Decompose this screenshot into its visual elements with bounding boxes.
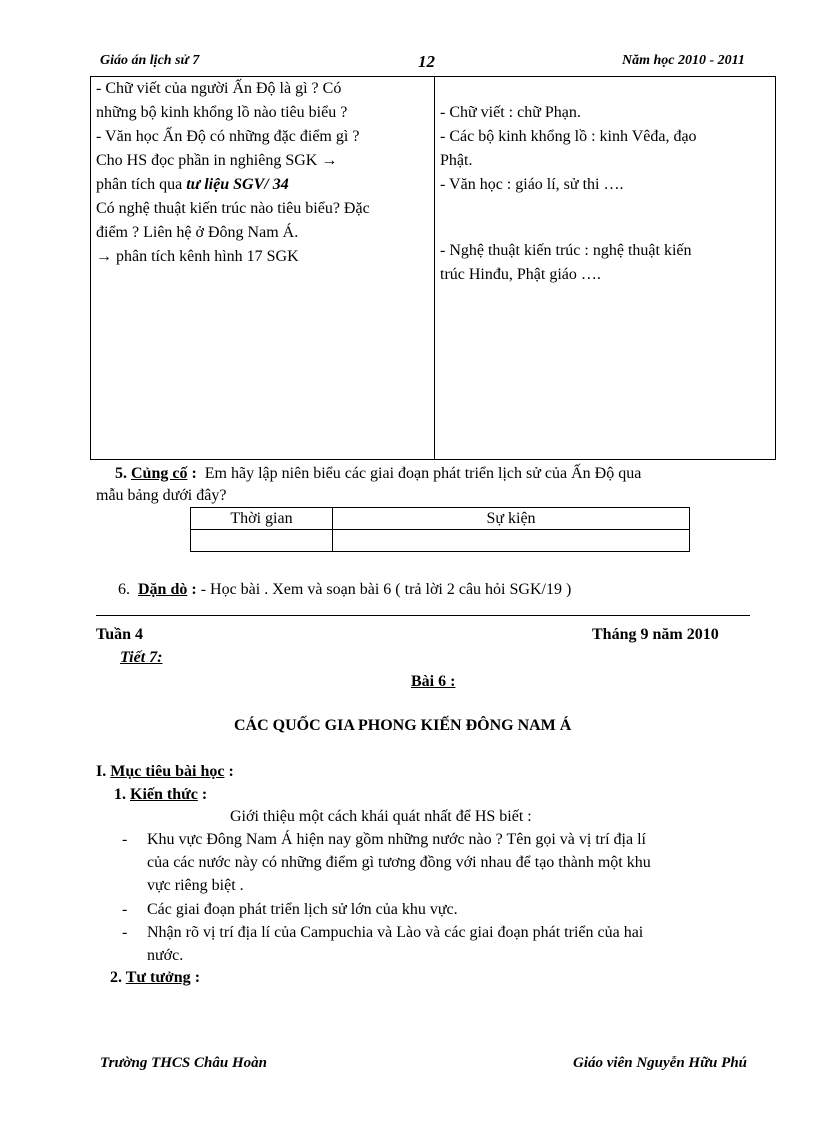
col-event-header: Sự kiện <box>333 508 690 530</box>
right-line-6: trúc Hinđu, Phật giáo …. <box>440 266 601 283</box>
left-line-5-text: phân tích qua <box>96 176 183 193</box>
right-line-3: Phật. <box>440 152 473 169</box>
section5-title: Củng cố <box>131 465 188 482</box>
empty-cell <box>191 530 333 552</box>
bullet-1-line-3: vực riêng biệt . <box>147 877 244 894</box>
objectives-heading <box>96 760 234 784</box>
empty-cell <box>333 530 690 552</box>
table-row <box>191 508 690 530</box>
section6-text: - Học bài . Xem và soạn bài 6 ( trả lời 2 câu hỏi SGK/19 ) <box>200 581 572 598</box>
right-line-5: - Nghệ thuật kiến trúc : nghệ thuật kiến <box>440 242 692 259</box>
bullet-1-line-1: Khu vực Đông Nam Á hiện nay gồm những nước nào ? Tên gọi và vị trí địa lí <box>147 831 646 848</box>
footer-right: Giáo viên Nguyễn Hữu Phú <box>573 1055 748 1071</box>
thought-prefix: 2. <box>110 969 122 986</box>
knowledge-prefix: 1. <box>114 786 126 803</box>
col-time-header: Thời gian <box>191 508 333 530</box>
left-line-8: → phân tích kênh hình 17 SGK <box>96 248 299 265</box>
bullet-dash: - <box>122 924 128 941</box>
right-line-4: - Văn học : giáo lí, sử thi …. <box>440 176 624 193</box>
left-line-3: - Văn học Ấn Độ có những đặc điểm gì ? <box>96 128 360 145</box>
right-line-2: - Các bộ kinh khổng lồ : kinh Vêđa, đạo <box>440 128 697 145</box>
section6-line <box>118 578 571 602</box>
thought-colon: : <box>194 969 201 986</box>
objectives-colon: : <box>228 763 234 780</box>
thought-title: Tư tưởng <box>125 969 191 986</box>
section6-title: Dặn dò <box>138 581 188 598</box>
lesson-table <box>90 76 776 460</box>
objectives-prefix: I. <box>96 763 107 780</box>
left-line-6: Có nghệ thuật kiến trúc nào tiêu biểu? Đặc <box>96 200 370 217</box>
left-emphasis: tư liệu SGV/ 34 <box>186 176 289 193</box>
footer-left: Trường THCS Châu Hoàn <box>100 1055 267 1071</box>
section5-text-1: Em hãy lập niên biểu các giai đoạn phát triển lịch sử của Ấn Độ qua <box>204 465 642 482</box>
thought-heading <box>110 966 200 990</box>
table-row <box>191 530 690 552</box>
section5-number: 5. <box>115 465 127 482</box>
objectives-heading-text: Mục tiêu bài học <box>110 763 225 780</box>
lesson-title: CÁC QUỐC GIA PHONG KIẾN ĐÔNG NAM Á <box>234 717 572 734</box>
section5-colon: : <box>191 465 197 482</box>
bullet-dash: - <box>122 901 128 918</box>
bullet-3-line-2: nước. <box>147 947 184 964</box>
knowledge-title: Kiến thức <box>130 786 198 803</box>
timeline-table <box>190 507 690 552</box>
section6-colon: : <box>191 581 197 598</box>
divider-line <box>96 615 750 616</box>
left-line-5 <box>96 173 289 197</box>
bullet-3-line-1: Nhận rõ vị trí địa lí của Campuchia và Lào và các giai đoạn phát triển của hai <box>147 924 644 941</box>
right-line-1: - Chữ viết : chữ Phạn. <box>440 104 581 121</box>
header-right: Năm học 2010 - 2011 <box>622 53 745 68</box>
left-line-2: những bộ kinh khổng lồ nào tiêu biểu ? <box>96 104 348 121</box>
knowledge-intro: Giới thiệu một cách khái quát nhất để HS biết : <box>230 808 532 825</box>
table-divider <box>434 77 435 459</box>
week-label: Tuần 4 <box>96 626 143 643</box>
left-line-7: điểm ? Liên hệ ở Đông Nam Á. <box>96 224 299 241</box>
left-line-4: Cho HS đọc phần in nghiêng SGK → <box>96 152 338 169</box>
section6-number: 6. <box>118 581 130 598</box>
date-label: Tháng 9 năm 2010 <box>592 626 719 643</box>
bullet-1-line-2: của các nước này có những điểm gì tương đồng với nhau để tạo thành một khu <box>147 854 651 871</box>
section5-text-2: mẫu bảng dưới đây? <box>96 487 227 504</box>
page-number: 12 <box>418 52 435 71</box>
bullet-dash: - <box>122 831 128 848</box>
bullet-2-line-1: Các giai đoạn phát triển lịch sử lớn của khu vực. <box>147 901 458 918</box>
knowledge-heading <box>114 783 207 807</box>
header-left: Giáo án lịch sử 7 <box>100 53 200 68</box>
section5-line1 <box>115 462 641 486</box>
left-line-1: - Chữ viết của người Ấn Độ là gì ? Có <box>96 80 342 97</box>
period-label: Tiết 7: <box>120 649 163 666</box>
lesson-label: Bài 6 : <box>411 673 456 690</box>
knowledge-colon: : <box>201 786 208 803</box>
